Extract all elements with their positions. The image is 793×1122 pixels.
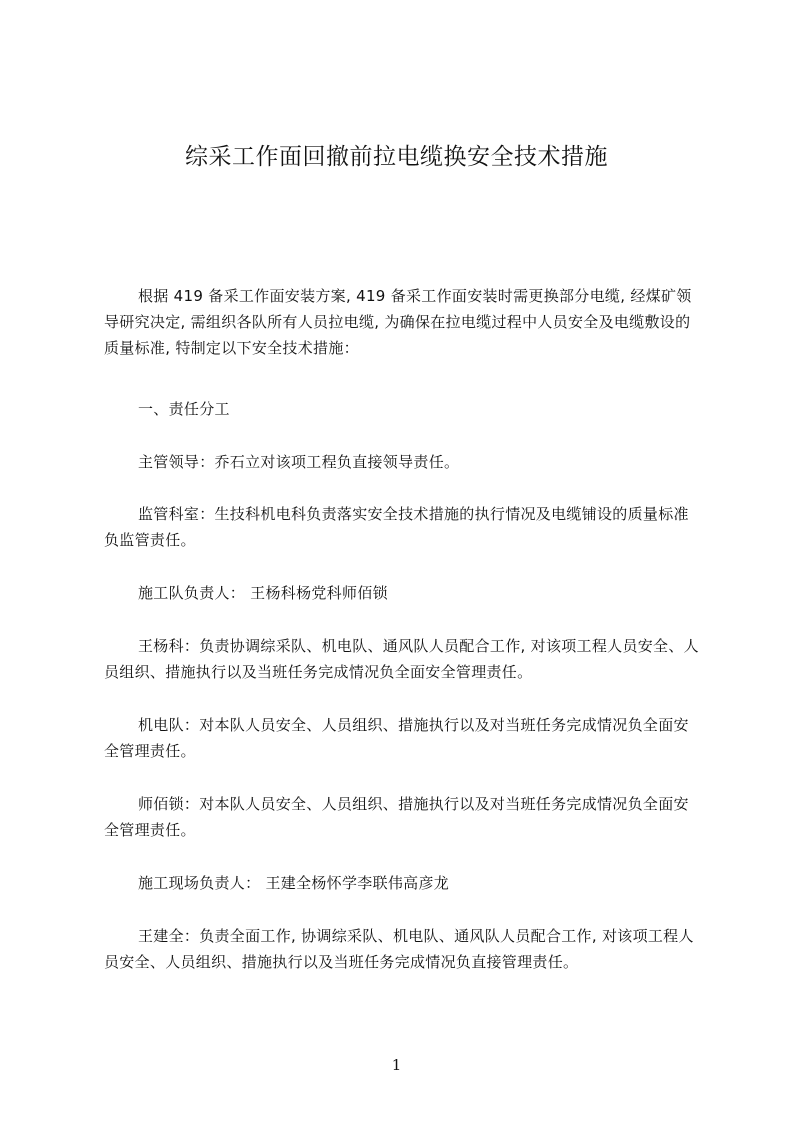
paragraph-wang-yangke: 王杨科：负责协调综采队、机电队、通风队人员配合工作, 对该项工程人员安全、人员组织、措施执行以及当班任务完成情况负全面安全管理责任。 bbox=[104, 637, 699, 681]
paragraph-supervising-dept: 监管科室：生技科机电科负责落实安全技术措施的执行情况及电缆铺设的质量标准负监管责任。 bbox=[104, 505, 689, 549]
intro-paragraph: 根据 419 备采工作面安装方案, 419 备采工作面安装时需更换部分电缆, 经煤矿领导研究决定, 需组织各队所有人员拉电缆, 为确保在拉电缆过程中人员安全及电缆敷设的质量标准, 特制定以下安全技术措施： bbox=[104, 287, 692, 357]
document-title: 综采工作面回撤前拉电缆换安全技术措施 bbox=[185, 144, 608, 170]
paragraph-wang-jianquan: 王建全：负责全面工作, 协调综采队、机电队、通风队人员配合工作, 对该项工程人员安全、人员组织、措施执行以及当班任务完成情况负直接管理责任。 bbox=[104, 927, 694, 971]
section-heading: 一、责任分工 bbox=[138, 400, 230, 418]
paragraph-team-leaders: 施工队负责人： 王杨科杨党科师佰锁 bbox=[138, 584, 388, 602]
paragraph-electrical-team: 机电队：对本队人员安全、人员组织、措施执行以及对当班任务完成情况负全面安全管理责任。 bbox=[104, 716, 689, 760]
paragraph-site-leaders: 施工现场负责人： 王建全杨怀学李联伟高彦龙 bbox=[138, 874, 450, 892]
paragraph-supervisor: 主管领导：乔石立对该项工程负直接领导责任。 bbox=[138, 453, 460, 471]
paragraph-shi-baisuo: 师佰锁：对本队人员安全、人员组织、措施执行以及对当班任务完成情况负全面安全管理责任。 bbox=[104, 795, 689, 839]
page-number: 1 bbox=[391, 1056, 402, 1074]
